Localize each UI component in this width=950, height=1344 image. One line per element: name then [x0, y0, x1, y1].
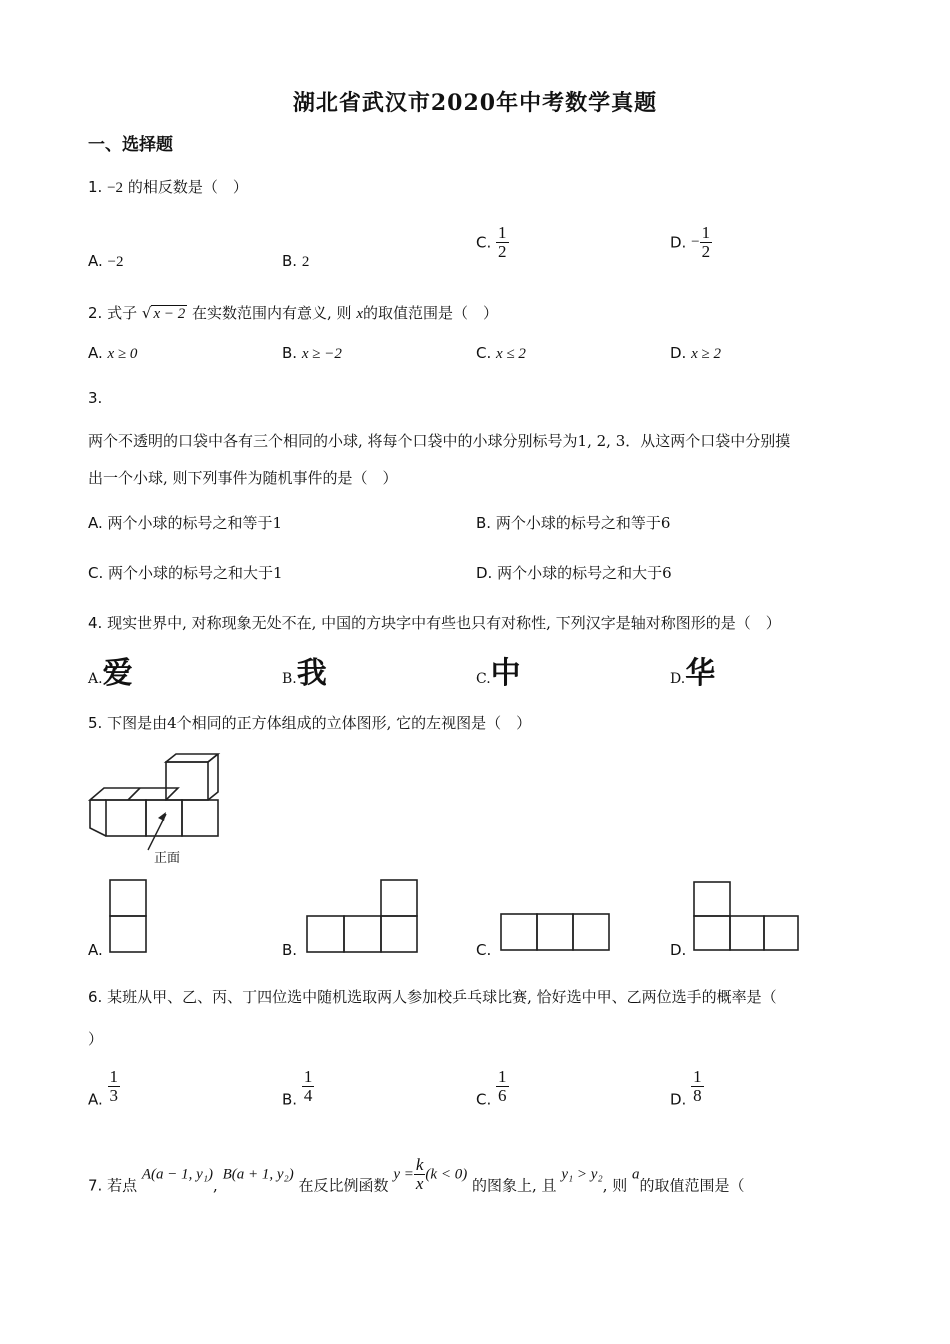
- question-text-line-1: 某班从甲、乙、丙、丁四位选中随机选取两人参加校乒乓球比赛, 恰好选中甲、乙两位选手的概率是（: [107, 988, 777, 1006]
- sqrt-radicand: x − 2: [153, 306, 186, 322]
- option-label: A.: [88, 1090, 103, 1109]
- fraction-numerator: 1: [109, 1067, 119, 1086]
- q6-option-c[interactable]: [476, 1068, 509, 1108]
- q5-option-a[interactable]: [88, 941, 103, 959]
- q1-option-d[interactable]: [670, 224, 712, 261]
- cube-solid-figure: [88, 752, 228, 870]
- function-numerator: k: [415, 1155, 424, 1174]
- option-label: A.: [88, 671, 103, 687]
- function-denominator: x: [415, 1173, 424, 1193]
- question-text: 下图是由4个相同的正方体组成的立体图形, 它的左视图是（ ）: [107, 714, 532, 732]
- option-value: x ≥ 0: [107, 346, 138, 362]
- inequality: y₁ > y₂: [561, 1166, 603, 1183]
- q2-option-d[interactable]: [670, 344, 721, 363]
- option-label: B.: [476, 514, 492, 532]
- option-label: C.: [476, 1090, 492, 1109]
- question-text-mid: 在反比例函数: [298, 1176, 389, 1195]
- question-5: [88, 712, 531, 733]
- question-text-pre: 若点: [107, 1176, 138, 1195]
- question-number: 5.: [88, 714, 103, 732]
- variable: a: [632, 1166, 640, 1183]
- q2-option-c[interactable]: [476, 344, 526, 363]
- question-number: 2.: [88, 304, 103, 322]
- option-label: D.: [670, 671, 686, 687]
- q6-option-d[interactable]: [670, 1068, 704, 1108]
- q6-option-b[interactable]: [282, 1068, 314, 1108]
- option-label: D.: [476, 564, 493, 582]
- q5-option-b-view: [305, 878, 421, 954]
- question-3-number: 3.: [88, 389, 103, 407]
- question-7: [88, 1156, 745, 1195]
- function-condition: (k < 0): [425, 1166, 468, 1183]
- q3-option-d[interactable]: [476, 562, 672, 583]
- q4-option-a[interactable]: [88, 648, 133, 692]
- option-label: B.: [282, 1090, 298, 1109]
- option-label: C.: [476, 671, 491, 687]
- question-number: 4.: [88, 614, 103, 632]
- option-label: B.: [282, 671, 297, 687]
- question-text-mid-3: , 则: [602, 1176, 628, 1195]
- question-4: [88, 612, 781, 633]
- question-number: 7.: [88, 1176, 103, 1195]
- fraction-denominator: 2: [498, 241, 507, 261]
- fraction-numerator: 1: [498, 223, 507, 242]
- option-label: D.: [670, 1090, 687, 1109]
- q6-option-a[interactable]: [88, 1068, 120, 1108]
- fraction: [496, 1068, 509, 1105]
- question-text-post: 的取值范围是（ ）: [363, 304, 499, 322]
- option-label: A.: [88, 514, 103, 532]
- fraction: [108, 1068, 121, 1105]
- fraction-numerator: 1: [498, 1067, 507, 1086]
- option-text: 两个小球的标号之和大于6: [497, 564, 672, 582]
- option-label: D.: [670, 941, 687, 959]
- question-text-mid: 在实数范围内有意义, 则: [192, 304, 352, 322]
- q4-option-d[interactable]: [670, 648, 715, 692]
- option-label: B.: [282, 252, 298, 270]
- q3-option-c[interactable]: [88, 562, 283, 583]
- option-label: B.: [282, 941, 298, 959]
- variable: x: [356, 306, 364, 322]
- q4-option-c[interactable]: [476, 648, 521, 692]
- option-value: x ≤ 2: [496, 346, 526, 362]
- separator: ,: [213, 1176, 218, 1195]
- fraction: [302, 1068, 315, 1105]
- option-text: 两个小球的标号之和等于6: [495, 514, 671, 532]
- option-label: C.: [476, 344, 492, 362]
- question-1: [88, 176, 248, 197]
- question-6: [88, 986, 777, 1007]
- question-number: 6.: [88, 988, 103, 1006]
- sqrt-expression: √ x − 2: [141, 304, 186, 322]
- question-text: 现实世界中, 对称现象无处不在, 中国的方块字中有些也只有对称性, 下列汉字是轴对称图形的是（ ）: [107, 614, 781, 632]
- q3-option-a[interactable]: [88, 512, 282, 533]
- q5-option-d-view: [692, 880, 804, 954]
- option-character: 我: [296, 656, 327, 691]
- page-title: 湖北省武汉市2020年中考数学真题: [292, 90, 658, 116]
- function-fraction: [414, 1156, 426, 1193]
- minus-sign: −: [691, 233, 700, 250]
- option-text: 两个小球的标号之和等于1: [107, 514, 283, 532]
- q2-option-a[interactable]: [88, 344, 137, 363]
- fraction: [691, 1068, 704, 1105]
- front-label: 正面: [154, 851, 181, 866]
- option-label: B.: [282, 344, 298, 362]
- option-label: C.: [476, 941, 492, 959]
- fraction-denominator: 4: [303, 1085, 313, 1105]
- point-a: A(a − 1, y₁): [141, 1166, 214, 1183]
- option-character: 中: [490, 656, 521, 691]
- option-value: −2: [107, 254, 124, 270]
- fraction-numerator: 1: [693, 1067, 702, 1086]
- q3-option-b[interactable]: [476, 512, 670, 533]
- option-character: 华: [685, 656, 716, 691]
- fraction-denominator: 2: [701, 241, 711, 261]
- question-3-line-1: 两个不透明的口袋中各有三个相同的小球, 将每个口袋中的小球分别标号为1, 2, 3．从这两个口袋中分别摸: [88, 432, 791, 450]
- fraction-numerator: 1: [303, 1067, 313, 1086]
- fraction-denominator: 6: [498, 1085, 507, 1105]
- q5-option-a-view: [108, 878, 150, 954]
- option-label: D.: [670, 233, 687, 252]
- question-6-line-2: ）: [88, 1030, 104, 1048]
- option-value: x ≥ −2: [301, 346, 342, 362]
- q4-option-b[interactable]: [282, 648, 327, 692]
- option-text: 两个小球的标号之和大于1: [108, 564, 283, 582]
- option-label: A.: [88, 941, 103, 959]
- q5-option-c[interactable]: [476, 941, 491, 959]
- fraction: [700, 224, 713, 261]
- fraction-denominator: 8: [693, 1085, 702, 1105]
- option-label: C.: [476, 233, 492, 252]
- option-character: 爱: [102, 656, 133, 691]
- question-text-mid-2: 的图象上, 且: [471, 1176, 557, 1195]
- question-number: 1.: [88, 178, 103, 196]
- q5-option-d[interactable]: [670, 941, 686, 959]
- section-heading: 一、选择题: [88, 135, 173, 155]
- function-lhs: y =: [393, 1166, 414, 1183]
- option-label: A.: [88, 344, 103, 362]
- question-expression: −2: [107, 180, 124, 196]
- question-text-pre: 式子: [107, 304, 138, 322]
- question-2: [88, 302, 498, 323]
- q5-option-c-view: [499, 912, 615, 954]
- fraction: [496, 224, 509, 261]
- fraction-numerator: 1: [701, 223, 711, 242]
- point-b: B(a + 1, y₂): [222, 1166, 294, 1183]
- option-label: D.: [670, 344, 687, 362]
- q1-option-b[interactable]: [282, 252, 309, 271]
- fraction-denominator: 3: [109, 1085, 119, 1105]
- q2-option-b[interactable]: [282, 344, 342, 363]
- option-label: A.: [88, 252, 103, 270]
- q1-option-a[interactable]: [88, 252, 124, 271]
- q1-option-c[interactable]: [476, 224, 509, 261]
- option-value: 2: [301, 254, 310, 270]
- question-text: 的相反数是（ ）: [127, 178, 248, 196]
- option-value: x ≥ 2: [691, 346, 721, 362]
- option-label: C.: [88, 564, 104, 582]
- q5-option-b[interactable]: [282, 941, 297, 959]
- question-3-line-2: 出一个小球, 则下列事件为随机事件的是（ ）: [88, 469, 398, 487]
- question-text-post: 的取值范围是（: [639, 1176, 745, 1195]
